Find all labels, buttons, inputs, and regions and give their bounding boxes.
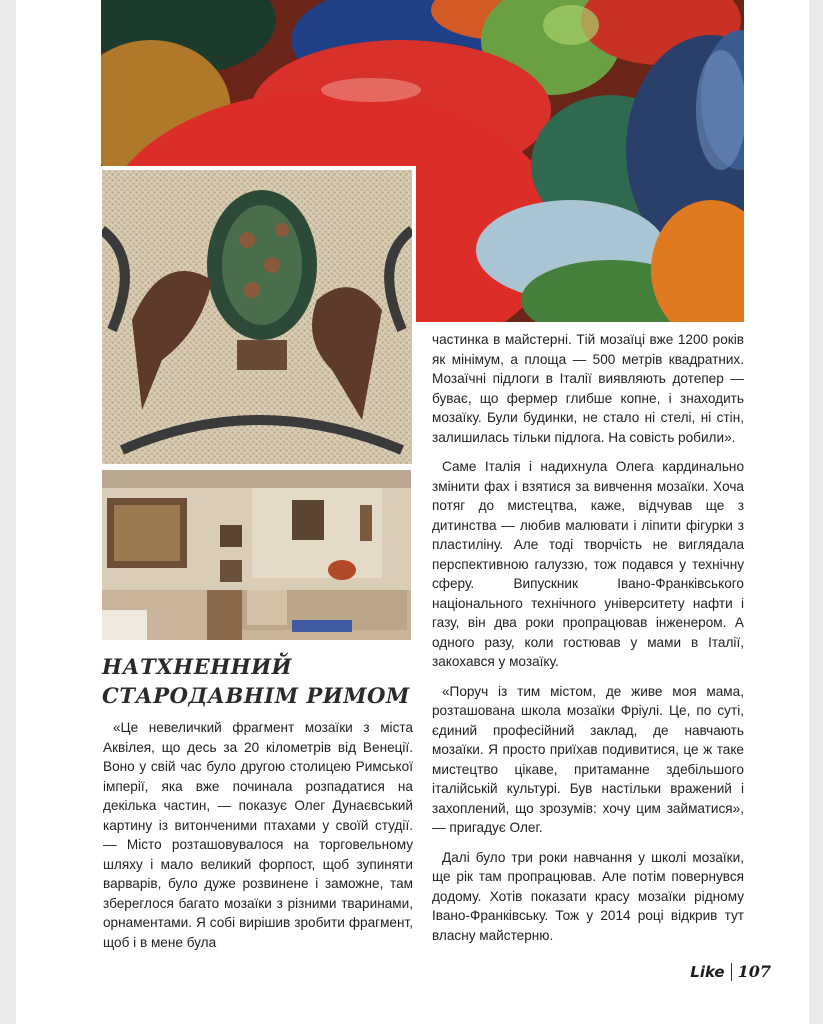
magazine-brand: Like — [690, 962, 725, 981]
paragraph: «Це невеличкий фрагмент мозаїки з міста Аквілея, що десь за 20 кілометрів від Венеції. Воно у свій час було другою столицею Римської імперії, яка вже починала розпадатися на декілька частин, — показує Олег Дунаєвський картину із витонченими птахами у своїй студії. — Місто розташовувалося на торговельному шляху і мало великий форпост, щоб зупиняти варварів, було дуже розвинене і заможне, там збереглося багато мозаїки з різними тваринами, орнаментами. Я собі вирішив зробити фрагмент, щоб і в мене була — [103, 720, 413, 950]
article-heading — [102, 652, 422, 710]
left-text-column — [103, 718, 413, 962]
paragraph: Саме Італія і надихнула Олега кардинально змінити фах і взятися за вивчення мозаїки. Хоча потяг до мистецтва, каже, відчував ще з дитинства — любив малювати і ліпити фігурки з пластиліну. Але тоді творчість не виглядала перспективною галуззю, тож подався у технічну сферу. Випускник Івано-Франківського національного технічного університету нафти і газу, він два роки пропрацював інженером. А одного разу, коли гостював у мами в Італії, закохався у мозаїку. — [432, 459, 744, 669]
studio-interior-photo — [102, 470, 411, 640]
footer-divider — [731, 963, 732, 981]
heading-line-1: НАТХНЕННИЙ — [102, 654, 293, 679]
mosaic-birds-image — [98, 166, 416, 468]
paragraph: Далі було три роки навчання у школі мозаїки, ще рік там пропрацював. Але потім повернувся додому. Хотів показати красу мозаїки рідному Івано-Франківську. Тож у 2014 році відкрив тут власну майстерню. — [432, 849, 744, 943]
paragraph: «Поруч із тим містом, де живе моя мама, розташована школа мозаїки Фріулі. Це, по суті, єдиний професійний заклад, де навчають мозаїки. Я просто приїхав подивитися, це ж таке мистецтво цікаве, притаманне здебільшого італійській культурі. Був настільки вражений і захоплений, що зрозумів: хочу цим займатися», — пригадує Олег. — [432, 683, 744, 835]
page-footer — [690, 962, 771, 981]
heading-line-2: СТАРОДАВНІМ РИМОМ — [102, 683, 410, 708]
right-text-column — [432, 330, 744, 955]
paragraph: частинка в майстерні. Тій мозаїці вже 1200 років як мінімум, а площа — 500 метрів квадратних. Мозаїчні підлоги в Італії виявляють дотепер — буває, що фермер глибше копне, і знаходить мозаїку. Були будинки, не стало ні стелі, ні стін, залишилась тільки підлога. На совість робили». — [432, 332, 744, 445]
page-number: 107 — [737, 962, 771, 981]
